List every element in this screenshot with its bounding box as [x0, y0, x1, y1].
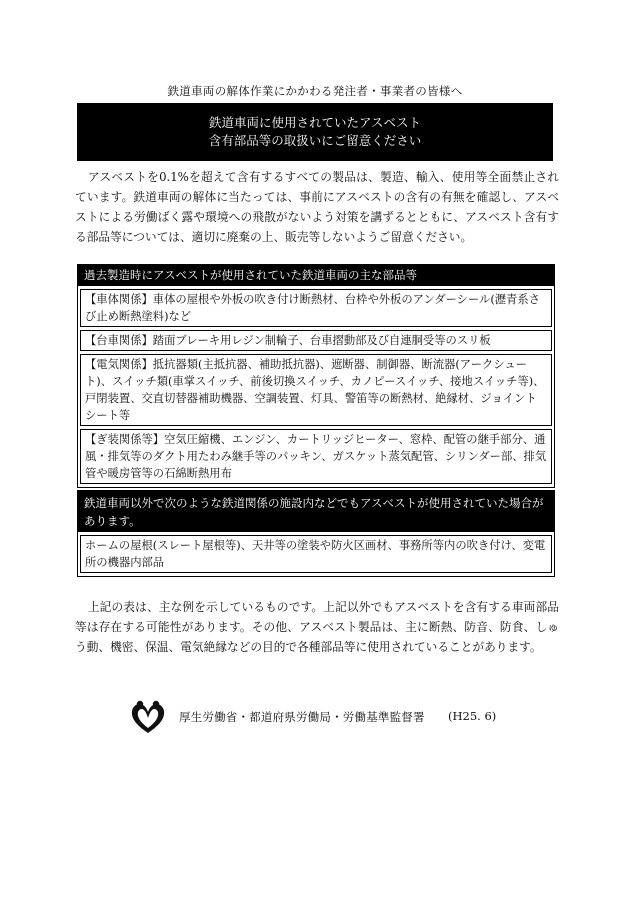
facility-table [77, 490, 555, 577]
footer [128, 696, 528, 736]
parts-row-body [80, 289, 552, 327]
parts-table [77, 264, 555, 488]
parts-row-fittings [80, 429, 552, 484]
parts-row-electrical [80, 354, 552, 426]
row-text: 踏面ブレーキ用レジン制輪子、台車摺動部及び自連胴受等のスリ板 [152, 334, 491, 347]
row-text: 車体の屋根や外板の吹き付け断熱材、台枠や外板のアンダーシール(瀝青系さび止め断熱塗料)など [85, 293, 540, 323]
row-tag: 【ぎ装関係等】 [85, 433, 165, 446]
title-banner [77, 103, 553, 161]
title-line-1: 鉄道車両に使用されていたアスベスト [208, 115, 421, 130]
intro-line: 鉄道車両の解体作業にかかわる発注者・事業者の皆様へ [167, 84, 463, 98]
row-tag: 【電気関係】 [85, 358, 153, 371]
note-paragraph: 上記の表は、主な例を示しているものです。上記以外でもアスベストを含有する車両部品等は存在する可能性があります。その他、アスベスト製品は、主に断熱、防音、防食、しゅう動、機密、保温、電気絶縁などの目的で各種部品等に使用されていることがあります。 [75, 600, 559, 654]
parts-row-truck [80, 330, 552, 351]
row-tag: 【車体関係】 [85, 293, 153, 306]
footer-org: 厚生労働省・都道府県労働局・労働基準監督署 [179, 710, 425, 724]
parts-table-header: 過去製造時にアスベストが使用されていた鉄道車両の主な部品等 [78, 265, 554, 286]
row-text: 抵抗器類(主抵抗器、補助抵抗器)、遮断器、制御器、断流器(アークシュート)、スイッチ類(車掌スイッチ、前後切換スイッチ、カノピースイッチ、接地スイッチ等)、戸閉装置、交直切替器補助機器、空調装置、灯具、警笛等の断熱材、絶縁材、ジョイントシート等 [85, 358, 545, 422]
lead-paragraph: アスベストを0.1%を超えて含有するすべての製品は、製造、輸入、使用等全面禁止されています。鉄道車両の解体に当たっては、事前にアスベストの含有の有無を確認し、アスベストによる労働ばく露や環境への飛散がないよう対策を講ずるとともに、アスベスト含有する部品等については、適切に廃棄の上、販売等しないようご留意ください。 [75, 170, 559, 244]
row-tag: 【台車関係】 [85, 334, 153, 347]
facility-table-header: 鉄道車両以外で次のような鉄道関係の施設内などでもアスベストが使用されていた場合があります。 [78, 491, 554, 532]
facility-row: ホームの屋根(スレート屋根等)、天井等の塗装や防火区画材、事務所等内の吹き付け、変電所の機器内部品 [80, 535, 552, 573]
row-text: 空気圧縮機、エンジン、カートリッジヒーター、窓枠、配管の継手部分、通風・排気等のダクト用たわみ継手等のパッキン、ガスケット蒸気配管、シリンダー部、排気管や暖房管等の石綿断熱用布 [85, 433, 547, 480]
footer-date: (H25. 6) [448, 709, 497, 723]
title-line-2: 含有部品等の取扱いにご留意ください [208, 133, 422, 148]
mhlw-logo-icon [128, 696, 168, 736]
